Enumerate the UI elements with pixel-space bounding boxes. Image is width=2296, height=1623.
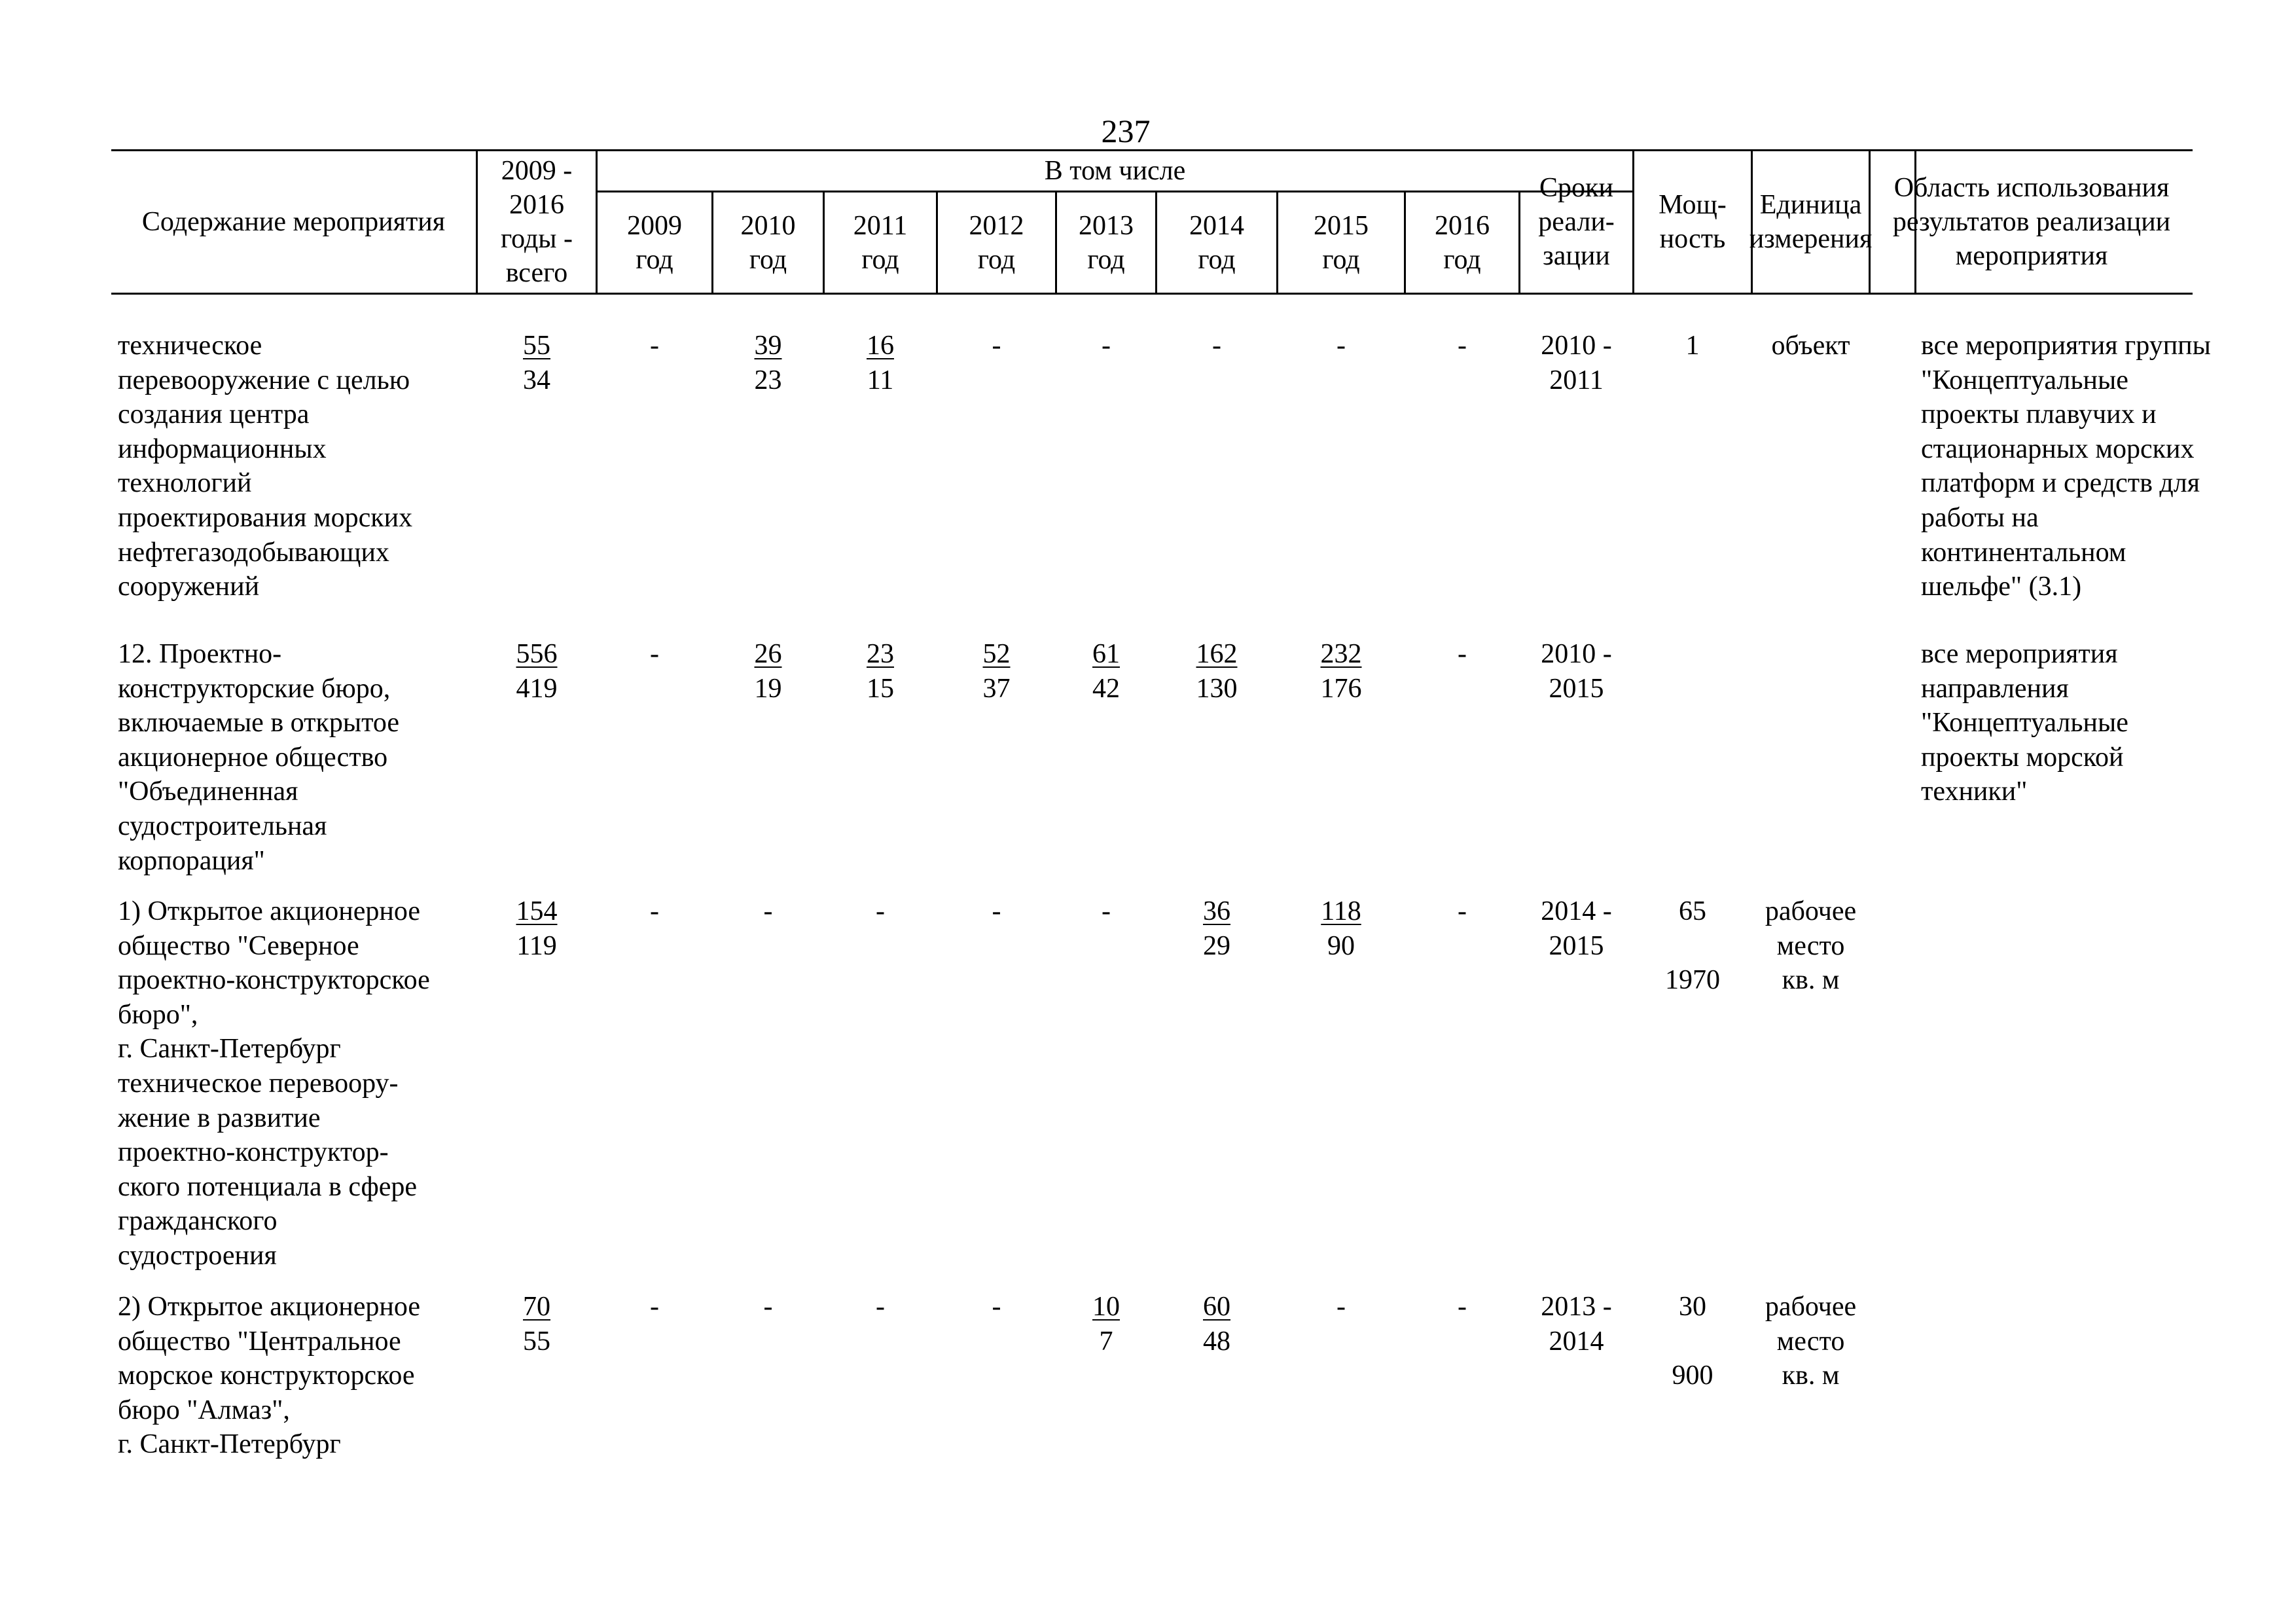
year-value: 60 — [1203, 1292, 1230, 1322]
year-value-secondary: 130 — [1196, 673, 1238, 704]
row-unit: объект — [1771, 331, 1850, 361]
row-description: 1) Открытое акционерное общество "Северное проектно-конструкторское бюро", г. Санкт-Петербург техническое перевоору- жение в развитие проектно-конструктор- ского потенциала в сфере гражданского судостроения — [118, 896, 430, 1271]
year-value: - — [650, 896, 659, 926]
row-unit: рабочее место кв. м — [1765, 896, 1857, 996]
year-value: - — [763, 896, 773, 926]
year-value: 23 — [867, 639, 894, 669]
row-capacity: 30 900 — [1672, 1292, 1713, 1391]
year-value: - — [650, 331, 659, 361]
col-header-year: 2014 — [1189, 210, 1244, 241]
col-header-year-unit: год — [636, 244, 673, 275]
year-value: - — [1102, 896, 1111, 926]
col-header-year-unit: год — [1322, 244, 1360, 275]
total-value-secondary: 55 — [523, 1326, 550, 1357]
year-value: - — [650, 639, 659, 669]
year-value: 52 — [982, 639, 1011, 669]
col-header-year-unit: год — [1087, 244, 1125, 275]
year-value-secondary: 48 — [1203, 1326, 1230, 1357]
total-value-secondary: 119 — [516, 930, 557, 961]
total-value-secondary: 34 — [523, 365, 550, 395]
year-value: - — [876, 896, 885, 926]
row-terms: 2014 - 2015 — [1541, 896, 1612, 961]
row-description: 2) Открытое акционерное общество "Центральное морское конструкторское бюро "Алмаз", г. Санкт-Петербург — [118, 1292, 420, 1460]
col-header-year: 2015 — [1314, 210, 1369, 241]
row-description: 12. Проектно- конструкторские бюро, включаемые в открытое акционерное общество "Объединенная судостроительная корпорация" — [118, 639, 400, 876]
year-value: 16 — [867, 331, 894, 361]
year-value: - — [992, 896, 1001, 926]
year-value: - — [1458, 639, 1467, 669]
year-value: 26 — [754, 639, 782, 669]
year-value-secondary: 37 — [982, 673, 1011, 704]
year-value-secondary: 19 — [754, 673, 782, 704]
total-value: 154 — [516, 896, 558, 926]
year-value: - — [1458, 1292, 1467, 1322]
header-bottom-rule — [111, 293, 2193, 295]
col-header-year: 2012 — [969, 210, 1024, 241]
row-terms: 2010 - 2015 — [1541, 639, 1612, 704]
row-area: все мероприятия направления "Концептуальные проекты морской техники" — [1921, 639, 2128, 807]
year-value: - — [650, 1292, 659, 1322]
year-value: - — [763, 1292, 773, 1322]
year-value-secondary: 11 — [867, 365, 894, 395]
col-header-year: 2016 — [1435, 210, 1490, 241]
year-value-secondary: 23 — [754, 365, 782, 395]
total-value-secondary: 419 — [516, 673, 558, 704]
col-header-total: 2009 - 2016 годы - всего — [500, 156, 573, 288]
col-header-year: 2013 — [1079, 210, 1134, 241]
total-value: 70 — [523, 1292, 550, 1322]
col-header-year-unit: год — [749, 244, 787, 275]
total-value: 55 — [523, 331, 550, 361]
year-value: - — [1212, 331, 1221, 361]
year-value: - — [1336, 1292, 1346, 1322]
year-value-secondary: 29 — [1203, 930, 1230, 961]
row-description: техническое перевооружение с целью создания центра информационных технологий проектирования морских нефтегазодобывающих сооружений — [118, 331, 413, 602]
year-value: - — [1458, 331, 1467, 361]
col-header-year: 2010 — [740, 210, 796, 241]
col-header-unit: Единица измерения — [1749, 190, 1873, 254]
col-header-including: В том числе — [1044, 156, 1186, 186]
year-value: 118 — [1321, 896, 1361, 926]
col-header-terms: Сроки реали- зации — [1538, 173, 1615, 271]
row-capacity: 65 1970 — [1665, 896, 1720, 996]
year-value: - — [876, 1292, 885, 1322]
col-header-year-unit: год — [1198, 244, 1236, 275]
year-value: - — [1336, 331, 1346, 361]
row-unit: рабочее место кв. м — [1765, 1292, 1857, 1391]
year-value: - — [1102, 331, 1111, 361]
year-value-secondary: 42 — [1092, 673, 1120, 704]
row-terms: 2010 - 2011 — [1541, 331, 1612, 395]
col-header-year: 2009 — [627, 210, 682, 241]
year-value: 232 — [1320, 639, 1362, 669]
year-value: - — [1458, 896, 1467, 926]
year-value: - — [992, 1292, 1001, 1322]
year-value: 39 — [754, 331, 782, 361]
table-header — [111, 149, 2193, 295]
year-value: 10 — [1092, 1292, 1120, 1322]
year-value: - — [992, 331, 1001, 361]
row-capacity: 1 — [1685, 331, 1700, 361]
col-header-content: Содержание мероприятия — [141, 207, 446, 237]
col-header-area: Область использования результатов реализации мероприятия — [1892, 173, 2171, 271]
row-area: все мероприятия группы "Концептуальные проекты плавучих и стационарных морских платформ и средств для работы на континентальном шельфе" (3.1) — [1921, 331, 2211, 602]
col-header-capacity: Мощ- ность — [1659, 190, 1727, 254]
year-value-secondary: 15 — [867, 673, 894, 704]
year-value-secondary: 7 — [1099, 1326, 1113, 1357]
col-header-year-unit: год — [977, 244, 1016, 275]
col-header-year-unit: год — [861, 244, 899, 275]
page-number: 237 — [1101, 113, 1151, 149]
year-value: 162 — [1196, 639, 1238, 669]
col-header-year-unit: год — [1443, 244, 1481, 275]
row-terms: 2013 - 2014 — [1541, 1292, 1612, 1357]
year-value-secondary: 90 — [1327, 930, 1355, 961]
year-value-secondary: 176 — [1320, 673, 1362, 704]
year-value: 61 — [1092, 639, 1120, 669]
col-header-year: 2011 — [853, 210, 908, 241]
year-value: 36 — [1203, 896, 1230, 926]
total-value: 556 — [516, 639, 558, 669]
